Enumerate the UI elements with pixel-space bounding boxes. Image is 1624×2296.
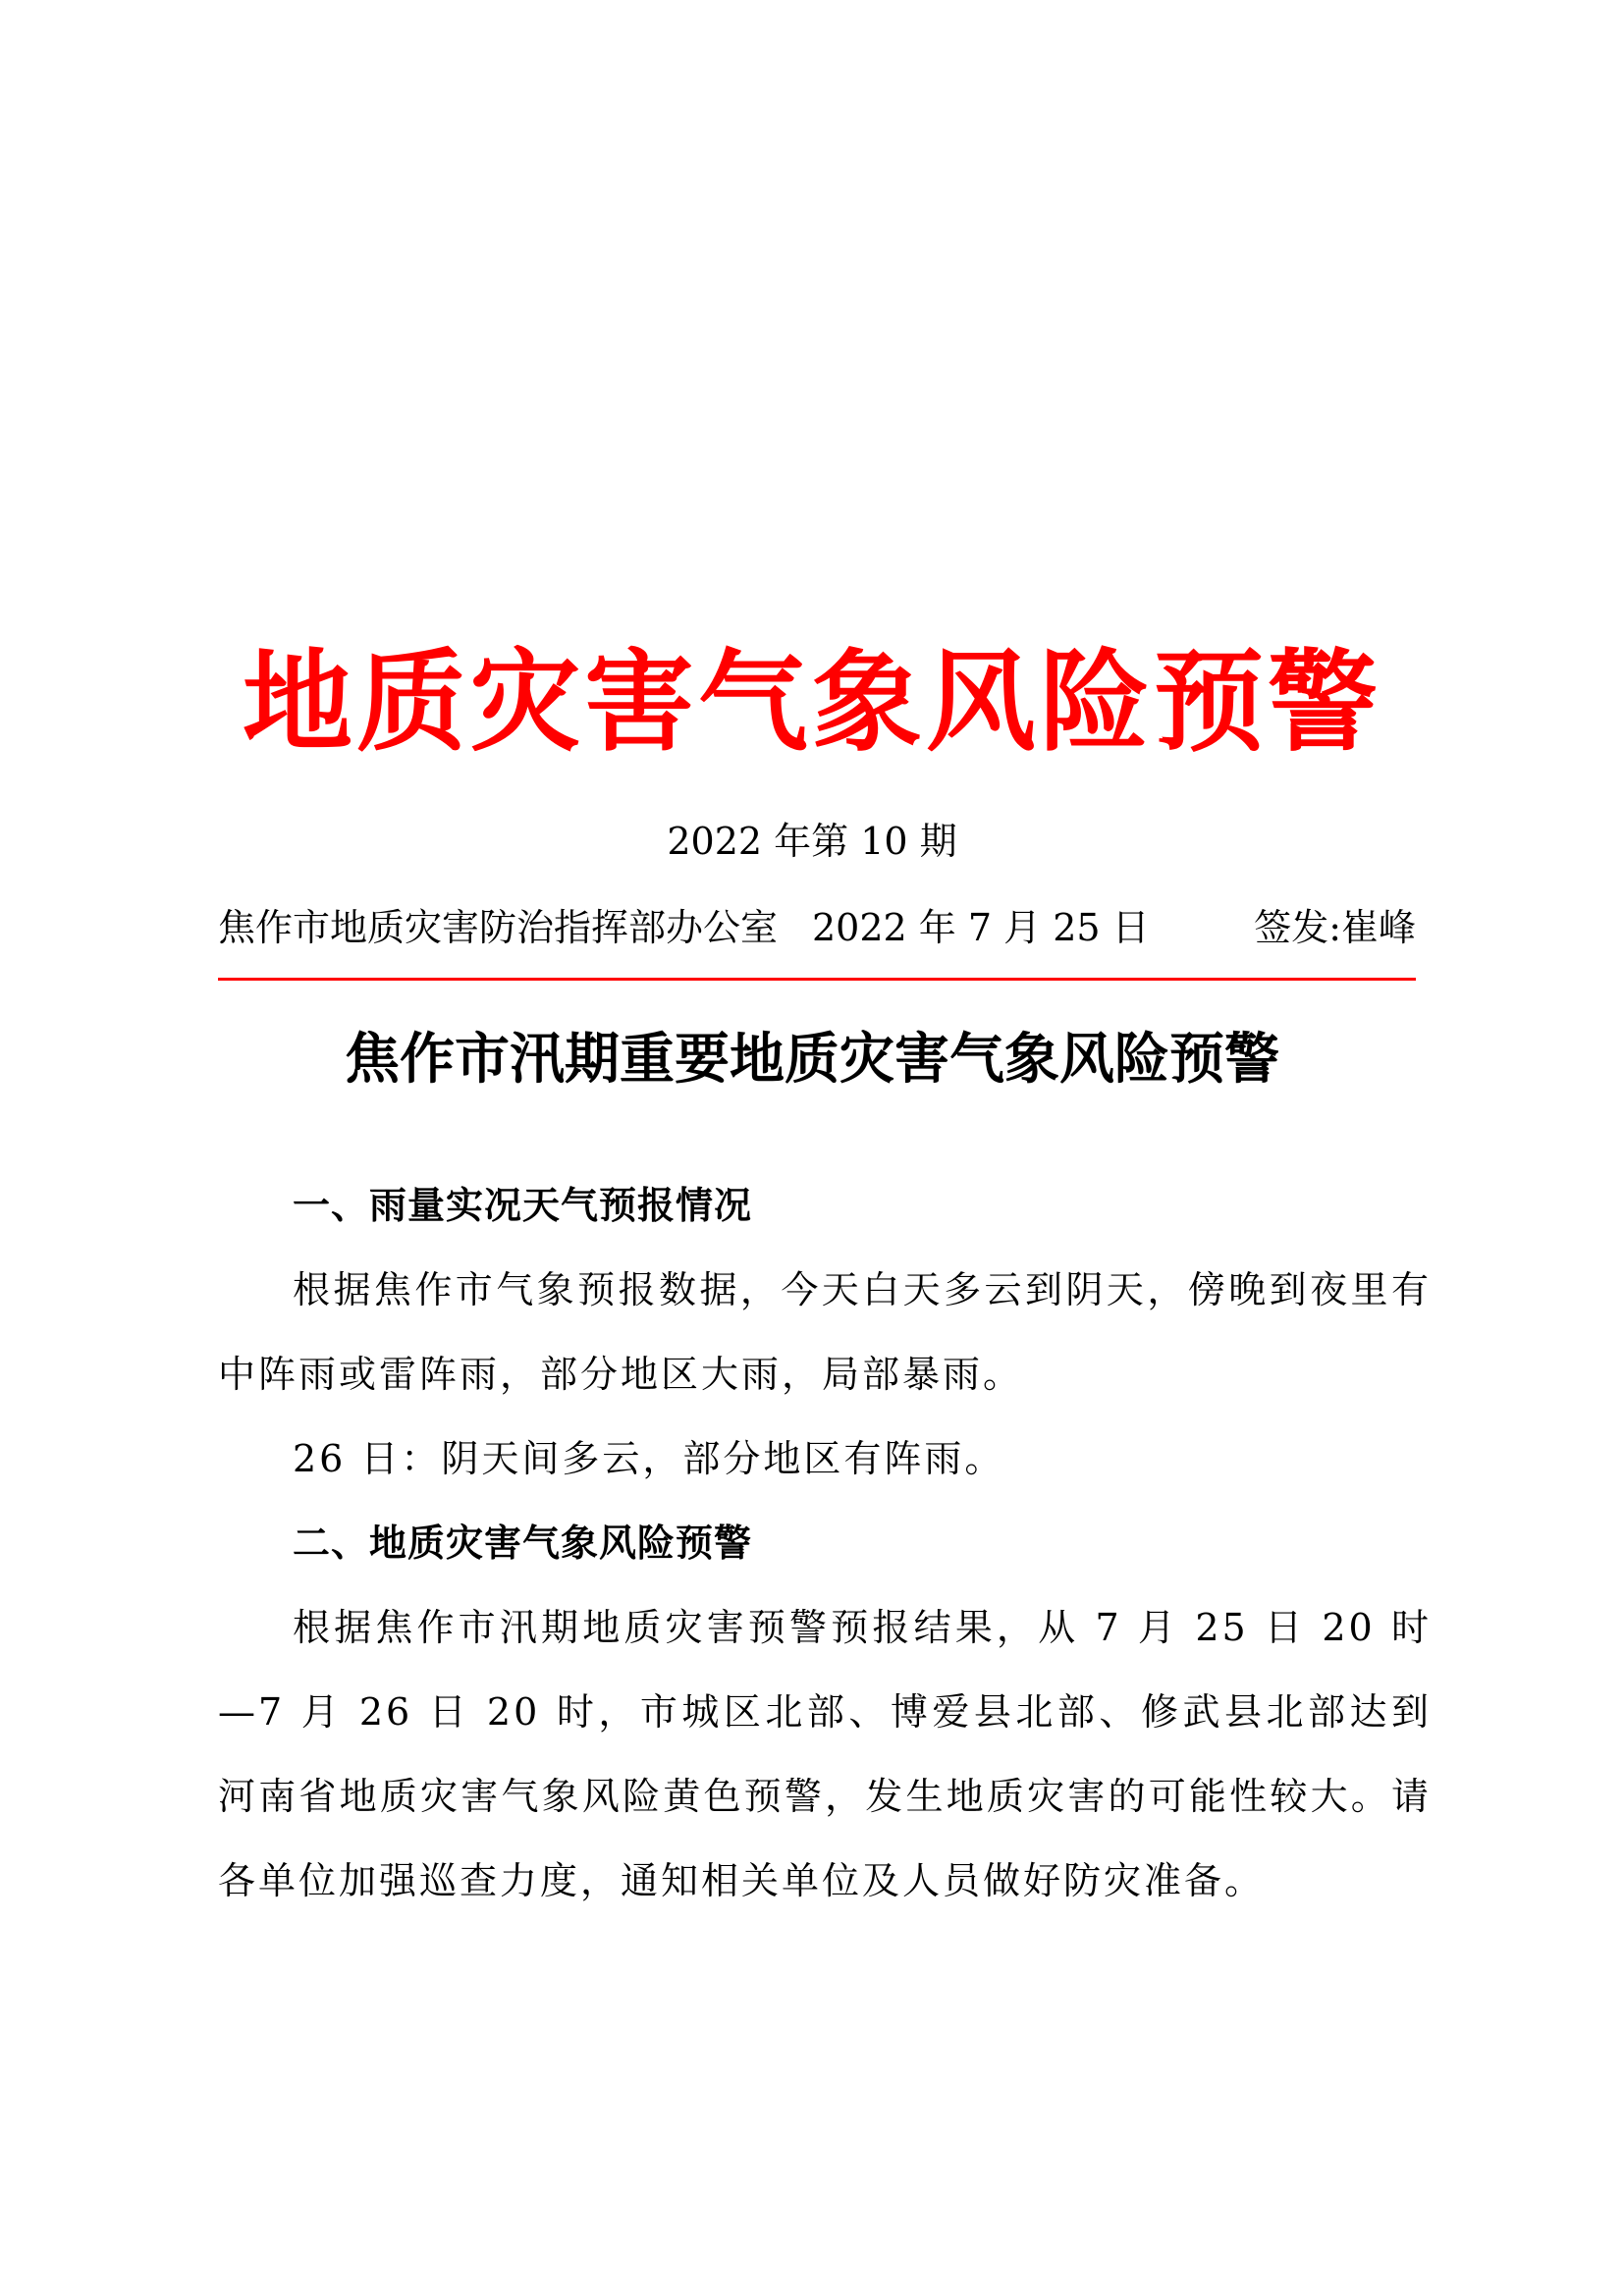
masthead-title: 地质灾害气象风险预警 [243, 639, 1381, 767]
section-heading-warning: 二、地质灾害气象风险预警 [293, 1522, 753, 1565]
section-heading-rainfall: 一、雨量实况天气预报情况 [293, 1184, 753, 1227]
issue-number: 2022 年第 10 期 [667, 820, 957, 863]
issuing-organization: 焦作市地质灾害防治指挥部办公室 [218, 906, 779, 949]
paragraph-forecast-26th: 26 日：阴天间多云，部分地区有阵雨。 [293, 1437, 1005, 1480]
paragraph-warning-detail: 根据焦作市汛期地质灾害预警预报结果，从 7 月 25 日 20 时—7 月 26 日 20 时，市城区北部、博爱县北部、修武县北部达到河南省地质灾害气象风险黄色预警，发生地质灾害的可能性较大。请各单位加强巡查力度，通知相关单位及人员做好防灾准备。 [218, 1606, 1432, 1902]
document-title: 焦作市汛期重要地质灾害气象风险预警 [345, 1028, 1279, 1092]
issue-date: 2022 年 7 月 25 日 [812, 906, 1150, 949]
signer: 签发:崔峰 [1254, 906, 1416, 949]
red-divider [218, 978, 1416, 981]
paragraph-forecast-today: 根据焦作市气象预报数据，今天白天多云到阴天，傍晚到夜里有中阵雨或雷阵雨，部分地区大雨，局部暴雨。 [218, 1268, 1432, 1396]
document-body [218, 1163, 1432, 1923]
